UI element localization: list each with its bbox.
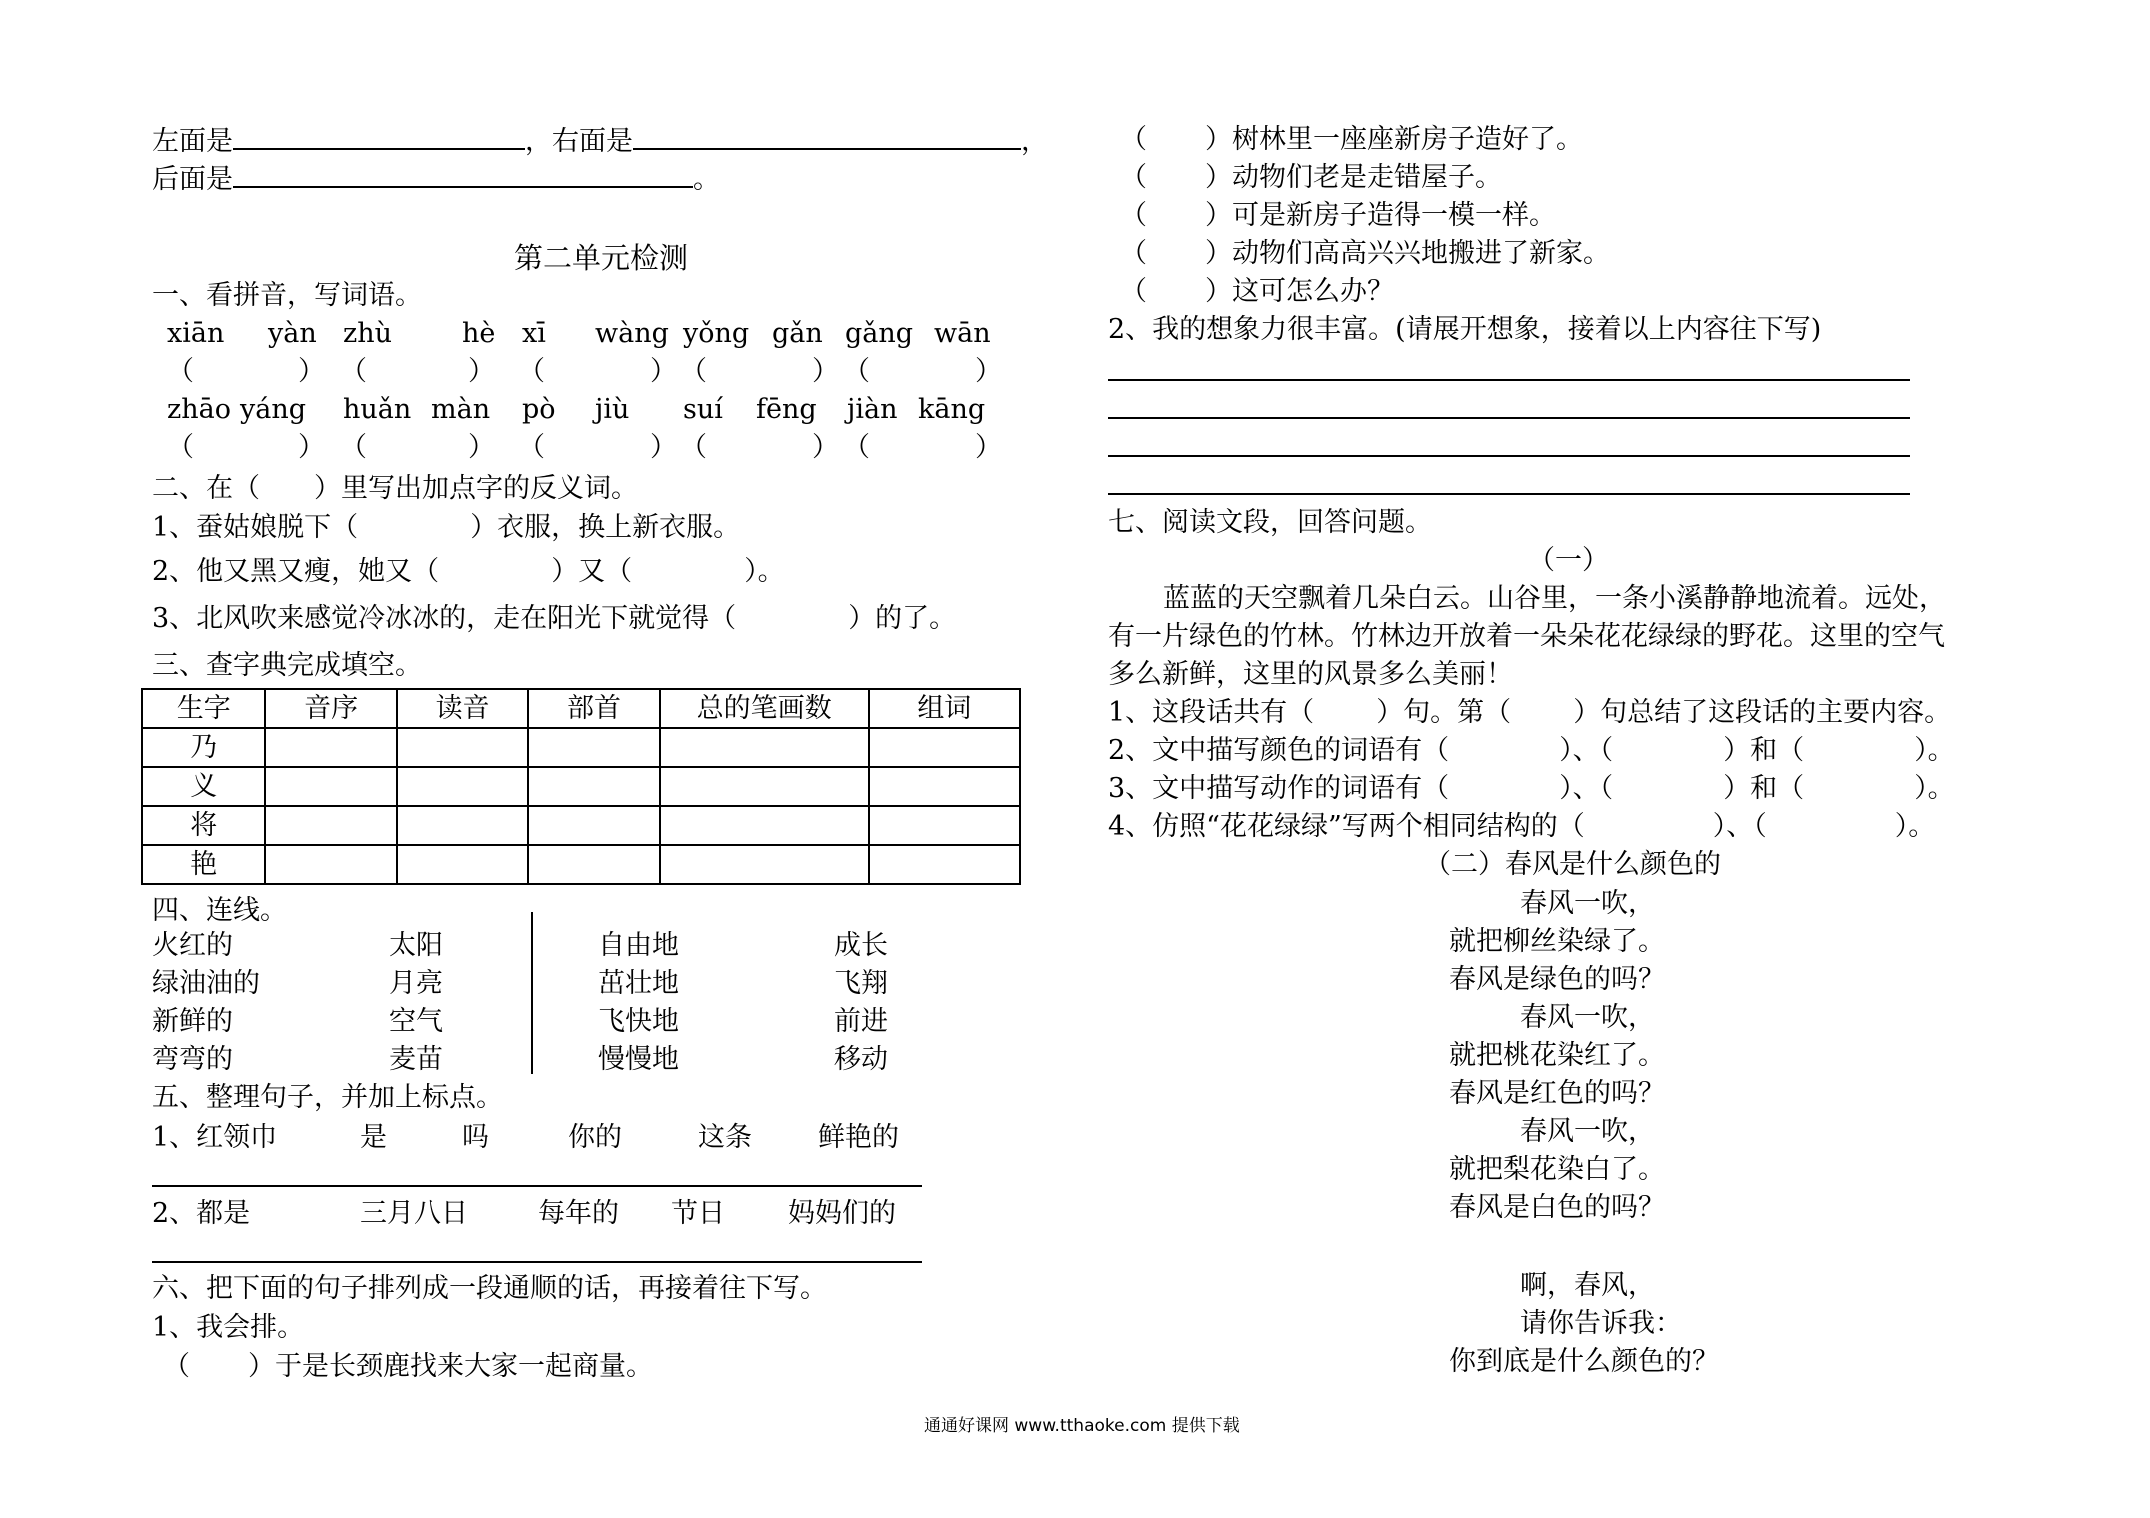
paren-close: ） — [650, 432, 677, 463]
writing-line[interactable] — [1108, 379, 1910, 381]
match-item[interactable]: 前进 — [834, 1006, 888, 1037]
sec5-q2-words — [0, 1196, 1000, 1232]
text: ）句。第（ — [1376, 697, 1512, 728]
poem-line: 请你告诉我： — [1520, 1308, 1682, 1339]
word: 1、红领巾 — [152, 1122, 278, 1153]
pinyin: wān — [934, 318, 991, 349]
word: 这条 — [698, 1122, 752, 1153]
sec7-q1 — [1108, 695, 1951, 731]
text: ）和（ — [1723, 735, 1805, 766]
divider-line — [531, 912, 533, 1074]
text: ）动物们高高兴兴地搬进了新家。 — [1205, 238, 1610, 269]
paren-open: （ — [518, 432, 545, 463]
writing-line[interactable] — [1108, 417, 1910, 419]
pinyin: xiān — [167, 318, 225, 349]
text: ）动物们老是走错屋子。 — [1205, 162, 1502, 193]
table-cell[interactable] — [397, 806, 528, 845]
table-cell[interactable] — [660, 767, 869, 806]
paren-close: ） — [298, 356, 325, 387]
footer-text: 通通好课网 www.tthaoke.com 提供下载 — [924, 1416, 1240, 1436]
table-cell[interactable] — [265, 767, 396, 806]
paren-open: （ — [680, 356, 707, 387]
text: ）衣服，换上新衣服。 — [470, 512, 741, 543]
passage-line: 蓝蓝的天空飘着几朵白云。山谷里，一条小溪静静地流着。远处， — [1163, 583, 1946, 614]
paren-open: （ — [518, 356, 545, 387]
paren-close: ） — [650, 356, 677, 387]
text: ）这可怎么办？ — [1205, 276, 1394, 307]
pinyin: wàng — [595, 318, 669, 349]
table-cell[interactable] — [265, 728, 396, 767]
paren-close: ） — [812, 356, 839, 387]
match-item[interactable]: 新鲜的 — [152, 1006, 233, 1037]
part-1-title: （一） — [1528, 545, 1609, 576]
unit-title: 第二单元检测 — [514, 241, 689, 275]
match-item[interactable]: 移动 — [834, 1044, 888, 1075]
word: 是 — [360, 1122, 387, 1153]
sec7-q3 — [1108, 771, 1955, 807]
match-item[interactable]: 自由地 — [598, 930, 679, 961]
text: 3、北风吹来感觉冷冰冰的，走在阳光下就觉得（ — [152, 603, 737, 634]
table-cell[interactable] — [869, 845, 1020, 884]
paren-close: ） — [812, 432, 839, 463]
pinyin: zhù — [343, 318, 393, 349]
text: ）、（ — [1559, 773, 1614, 804]
sec2-item-2 — [152, 554, 785, 590]
section-6-heading: 六、把下面的句子排列成一段通顺的话，再接着往下写。 — [152, 1273, 827, 1304]
sec6-sub-2: 2、我的想象力很丰富。(请展开想象，接着以上内容往下写) — [1108, 314, 1822, 345]
text: ）树林里一座座新房子造好了。 — [1205, 124, 1583, 155]
table-cell[interactable] — [397, 728, 528, 767]
text: ）。 — [1914, 735, 1955, 766]
text: ）于是长颈鹿找来大家一起商量。 — [248, 1351, 653, 1382]
answer-line[interactable] — [152, 1185, 922, 1187]
pinyin: kāng — [918, 394, 986, 425]
poem-line: 春风一吹， — [1520, 1116, 1655, 1147]
text: ）的了。 — [848, 603, 957, 634]
paren-open: （ — [1120, 238, 1147, 269]
table-header: 生字 — [142, 689, 265, 728]
label-back: 后面是 — [152, 164, 233, 195]
table-cell[interactable] — [397, 845, 528, 884]
order-item — [1120, 274, 1394, 310]
match-item[interactable]: 麦苗 — [389, 1044, 443, 1075]
table-cell[interactable] — [869, 728, 1020, 767]
table-cell[interactable] — [869, 806, 1020, 845]
match-item[interactable]: 太阳 — [389, 930, 443, 961]
order-item — [1120, 160, 1502, 196]
table-cell[interactable] — [265, 806, 396, 845]
label-right: ，右面是 — [525, 126, 633, 157]
poem-line: 就把桃花染红了。 — [1449, 1040, 1665, 1071]
pinyin: zhāo — [167, 394, 231, 425]
table-cell[interactable] — [528, 845, 659, 884]
word: 每年的 — [538, 1198, 619, 1229]
table-row — [142, 728, 1020, 767]
order-item — [1120, 198, 1556, 234]
table-row — [142, 767, 1020, 806]
sec7-q2 — [1108, 733, 1955, 769]
paren-open: （ — [340, 432, 367, 463]
pinyin: hè — [462, 318, 496, 349]
table-cell-char: 将 — [142, 806, 265, 845]
text: ）。 — [1914, 773, 1955, 804]
match-item[interactable]: 月亮 — [389, 968, 443, 999]
passage-line: 多么新鲜，这里的风景多么美丽！ — [1108, 659, 1513, 690]
paren-close: ） — [975, 432, 1002, 463]
answer-parens-row-1 — [0, 354, 1000, 390]
paren-open: （ — [163, 1351, 190, 1382]
poem-line: 春风是绿色的吗？ — [1449, 964, 1665, 995]
table-header: 读音 — [397, 689, 528, 728]
pinyin: yàn — [268, 318, 317, 349]
table-cell-char: 乃 — [142, 728, 265, 767]
text: 2、他又黑又瘦，她又（ — [152, 556, 440, 587]
answer-line[interactable] — [152, 1261, 922, 1263]
table-header: 部首 — [528, 689, 659, 728]
table-cell[interactable] — [528, 767, 659, 806]
pinyin: huǎn — [343, 394, 412, 425]
poem-line: 春风是白色的吗？ — [1449, 1192, 1665, 1223]
word: 三月八日 — [360, 1198, 468, 1229]
table-row — [142, 845, 1020, 884]
answer-blank[interactable] — [233, 122, 525, 150]
paren-close: ） — [298, 432, 325, 463]
text: 1、这段话共有（ — [1108, 697, 1315, 728]
table-cell-char: 义 — [142, 767, 265, 806]
poem-line: 啊，春风， — [1520, 1270, 1655, 1301]
text: ）和（ — [1723, 773, 1805, 804]
text: ）。 — [1894, 811, 1936, 842]
pinyin-row-1 — [0, 316, 1000, 352]
table-header: 总的笔画数 — [660, 689, 869, 728]
top-line-2 — [152, 160, 720, 198]
word: 妈妈们的 — [788, 1198, 896, 1229]
pinyin: jiàn — [847, 394, 898, 425]
paren-open: （ — [340, 356, 367, 387]
match-item[interactable]: 绿油油的 — [152, 968, 260, 999]
paren-open: （ — [680, 432, 707, 463]
table-row — [142, 806, 1020, 845]
pinyin: gǎng — [845, 318, 914, 349]
paren-close: ） — [468, 356, 495, 387]
table-cell[interactable] — [528, 806, 659, 845]
answer-parens-row-2 — [0, 430, 1000, 466]
pinyin: màn — [431, 394, 491, 425]
sec5-q1-words — [0, 1120, 1000, 1156]
dictionary-table — [141, 688, 1021, 885]
text: ）可是新房子造得一模一样。 — [1205, 200, 1556, 231]
pinyin: xī — [522, 318, 546, 349]
section-4-heading: 四、连线。 — [152, 895, 287, 926]
text: ）又（ — [551, 556, 633, 587]
text: ）。 — [744, 556, 785, 587]
paren-open: （ — [167, 356, 194, 387]
paren-open: （ — [167, 432, 194, 463]
paren-close: ） — [468, 432, 495, 463]
text: ）、（ — [1559, 735, 1614, 766]
poem-line: 就把柳丝染绿了。 — [1449, 926, 1665, 957]
word: 你的 — [568, 1122, 622, 1153]
pinyin-row-2 — [0, 392, 1000, 428]
match-item[interactable]: 茁壮地 — [598, 968, 679, 999]
passage-line: 有一片绿色的竹林。竹林边开放着一朵朵花花绿绿的野花。这里的空气 — [1108, 621, 1945, 652]
paren-close: ） — [975, 356, 1002, 387]
section-3-heading: 三、查字典完成填空。 — [152, 650, 422, 681]
writing-line[interactable] — [1108, 455, 1910, 457]
match-item[interactable]: 火红的 — [152, 930, 233, 961]
word: 2、都是 — [152, 1198, 251, 1229]
pinyin: fēng — [756, 394, 817, 425]
sec7-q4 — [1108, 809, 1935, 845]
match-item[interactable]: 慢慢地 — [598, 1044, 679, 1075]
table-header-row — [142, 689, 1020, 728]
pinyin: yǒng — [683, 318, 750, 349]
comma: ， — [1021, 126, 1048, 157]
paren-open: （ — [1120, 162, 1147, 193]
table-cell[interactable] — [660, 728, 869, 767]
table-header: 组词 — [869, 689, 1020, 728]
sec6-sub-1: 1、我会排。 — [152, 1312, 305, 1343]
poem-line: 春风是红色的吗？ — [1449, 1078, 1665, 1109]
table-cell[interactable] — [869, 767, 1020, 806]
poem-line: 春风一吹， — [1520, 888, 1655, 919]
period: 。 — [693, 164, 720, 195]
section-5-heading: 五、整理句子，并加上标点。 — [152, 1082, 503, 1113]
paren-open: （ — [1120, 124, 1147, 155]
paren-open: （ — [1120, 276, 1147, 307]
label-left: 左面是 — [152, 126, 233, 157]
match-item[interactable]: 弯弯的 — [152, 1044, 233, 1075]
answer-blank[interactable] — [633, 122, 1021, 150]
word: 吗 — [462, 1122, 489, 1153]
paren-open: （ — [1120, 200, 1147, 231]
poem-line: 就把梨花染白了。 — [1449, 1154, 1665, 1185]
sec2-item-1 — [152, 510, 740, 546]
paren-open: （ — [843, 432, 870, 463]
pinyin: pò — [522, 394, 556, 425]
writing-line[interactable] — [1108, 493, 1910, 495]
table-cell-char: 艳 — [142, 845, 265, 884]
order-item — [1120, 122, 1583, 158]
table-cell[interactable] — [528, 728, 659, 767]
part-2-title: （二）春风是什么颜色的 — [1424, 849, 1721, 880]
poem-line: 春风一吹， — [1520, 1002, 1655, 1033]
match-item[interactable]: 飞快地 — [598, 1006, 679, 1037]
pinyin: yáng — [240, 394, 307, 425]
table-cell[interactable] — [265, 845, 396, 884]
table-cell[interactable] — [397, 767, 528, 806]
pinyin: gǎn — [772, 318, 823, 349]
word: 节日 — [671, 1198, 725, 1229]
poem-line: 你到底是什么颜色的？ — [1449, 1346, 1719, 1377]
text: 3、文中描写动作的词语有（ — [1108, 773, 1450, 804]
top-line-1 — [152, 122, 1048, 160]
match-item[interactable]: 飞翔 — [834, 968, 888, 999]
text: 4、仿照“花花绿绿”写两个相同结构的（ — [1108, 811, 1585, 842]
table-cell[interactable] — [660, 806, 869, 845]
text: ）、（ — [1712, 811, 1767, 842]
text: ）句总结了这段话的主要内容。 — [1573, 697, 1952, 728]
answer-blank[interactable] — [233, 160, 693, 188]
match-item[interactable]: 成长 — [834, 930, 888, 961]
text: 1、蚕姑娘脱下（ — [152, 512, 359, 543]
table-cell[interactable] — [660, 845, 869, 884]
pinyin: suí — [683, 394, 723, 425]
order-item — [163, 1349, 653, 1385]
section-2-heading: 二、在（ ）里写出加点字的反义词。 — [152, 473, 638, 504]
section-1-heading: 一、看拼音，写词语。 — [152, 280, 422, 311]
pinyin: jiù — [595, 394, 630, 425]
paren-open: （ — [843, 356, 870, 387]
section-7-heading: 七、阅读文段，回答问题。 — [1108, 507, 1432, 538]
table-header: 音序 — [265, 689, 396, 728]
order-item — [1120, 236, 1610, 272]
word: 鲜艳的 — [818, 1122, 899, 1153]
text: 2、文中描写颜色的词语有（ — [1108, 735, 1450, 766]
match-item[interactable]: 空气 — [389, 1006, 443, 1037]
sec2-item-3 — [152, 601, 956, 637]
